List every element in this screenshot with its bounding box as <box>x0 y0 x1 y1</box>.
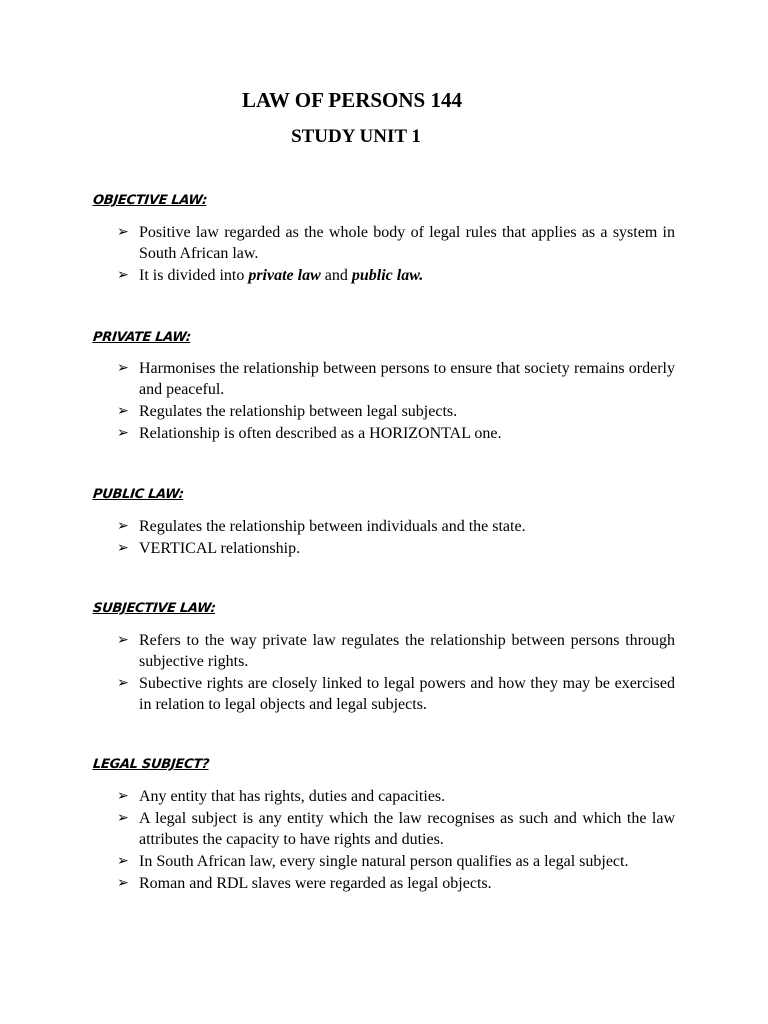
section-heading: SUBJECTIVE LAW: <box>92 601 217 616</box>
list-item-text: Roman and RDL slaves were regarded as legal objects. <box>139 875 492 892</box>
list-item-text: Subective rights are closely linked to legal powers and how they may be exercised in relation to legal objects and legal subjects. <box>139 675 675 713</box>
bullet-list <box>117 358 675 445</box>
arrow-bullet-icon: ➢ <box>117 425 129 441</box>
list-item <box>117 423 675 444</box>
list-item-text-middle: and <box>320 267 352 284</box>
arrow-bullet-icon: ➢ <box>117 810 129 826</box>
list-item-text: Any entity that has rights, duties and capacities. <box>139 788 446 805</box>
list-item-text: Regulates the relationship between legal subjects. <box>139 403 458 420</box>
list-item <box>117 516 675 537</box>
list-item-text: In South African law, every single natural person qualifies as a legal subject. <box>139 853 629 870</box>
list-item <box>117 673 675 715</box>
list-item-text: Harmonises the relationship between persons to ensure that society remains orderly and peaceful. <box>139 360 675 398</box>
section-heading: OBJECTIVE LAW: <box>92 193 208 208</box>
list-item <box>117 630 675 672</box>
list-item-text: Regulates the relationship between individuals and the state. <box>139 518 526 535</box>
arrow-bullet-icon: ➢ <box>117 853 129 869</box>
arrow-bullet-icon: ➢ <box>117 540 129 556</box>
list-item-text: VERTICAL relationship. <box>139 540 301 557</box>
arrow-bullet-icon: ➢ <box>117 875 129 891</box>
document-title: LAW OF PERSONS 144 <box>242 88 462 112</box>
emphasized-term-public-law: public law. <box>351 267 424 284</box>
list-item <box>117 222 675 264</box>
section-heading: PRIVATE LAW: <box>92 330 192 345</box>
list-item <box>117 401 675 422</box>
list-item <box>117 808 675 850</box>
list-item-text: Positive law regarded as the whole body of legal rules that applies as a system in South African law. <box>139 224 675 262</box>
document-subtitle: STUDY UNIT 1 <box>291 126 421 147</box>
arrow-bullet-icon: ➢ <box>117 518 129 534</box>
list-item-text: A legal subject is any entity which the law recognises as such and which the law attributes the capacity to have rights and duties. <box>139 810 675 848</box>
list-item-text-prefix: It is divided into <box>139 267 249 284</box>
list-item <box>117 358 675 400</box>
list-item <box>117 851 675 872</box>
arrow-bullet-icon: ➢ <box>117 403 129 419</box>
list-item <box>117 873 675 894</box>
arrow-bullet-icon: ➢ <box>117 632 129 648</box>
bullet-list <box>117 630 675 716</box>
bullet-list <box>117 222 675 287</box>
list-item <box>117 265 675 286</box>
arrow-bullet-icon: ➢ <box>117 788 129 804</box>
arrow-bullet-icon: ➢ <box>117 267 129 283</box>
bullet-list <box>117 516 675 560</box>
section-heading: PUBLIC LAW: <box>92 487 185 502</box>
arrow-bullet-icon: ➢ <box>117 224 129 240</box>
emphasized-term-private-law: private law <box>248 267 321 284</box>
list-item <box>117 538 675 559</box>
list-item <box>117 786 675 807</box>
list-item-text: Relationship is often described as a HORIZONTAL one. <box>139 425 502 442</box>
arrow-bullet-icon: ➢ <box>117 675 129 691</box>
arrow-bullet-icon: ➢ <box>117 360 129 376</box>
section-heading: LEGAL SUBJECT? <box>92 757 210 772</box>
list-item-text: Refers to the way private law regulates the relationship between persons through subjective rights. <box>139 632 675 670</box>
bullet-list <box>117 786 675 895</box>
